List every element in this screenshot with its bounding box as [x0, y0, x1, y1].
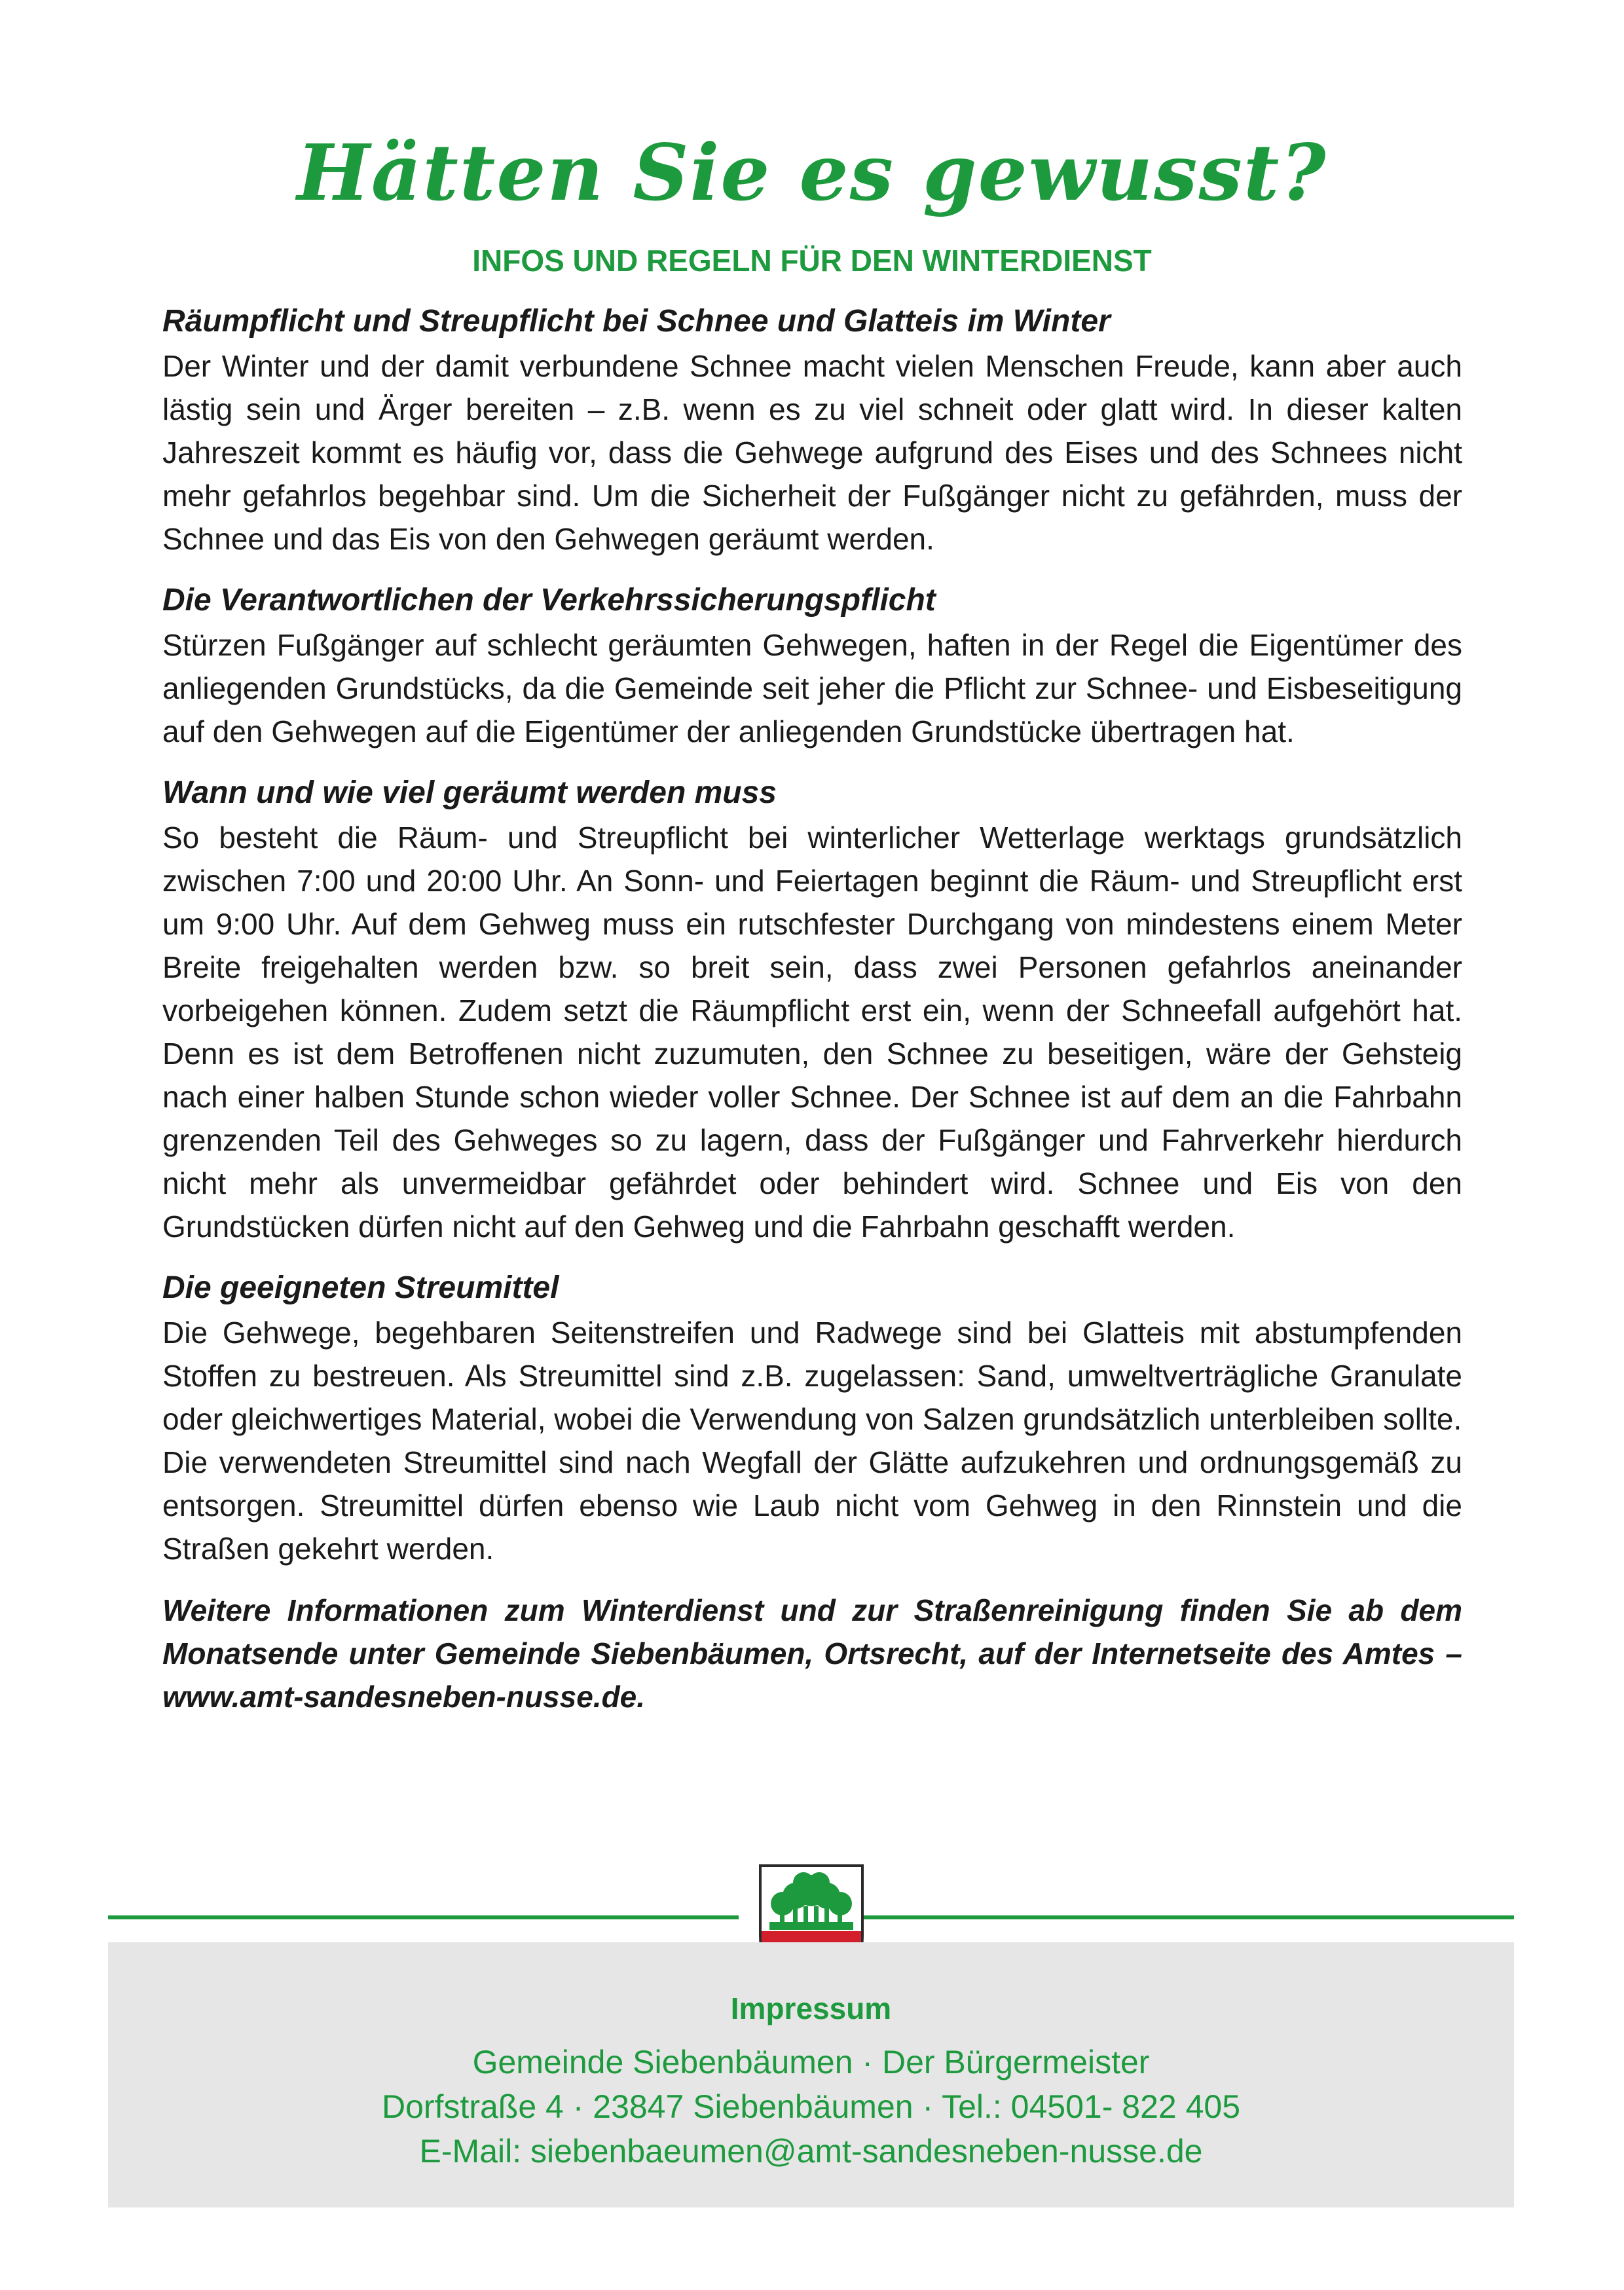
closing-note: Weitere Informationen zum Winterdienst und zur Straßenreinigung finden Sie ab dem Monatsende unter Gemeinde Siebenbäumen, Ortsrecht, auf der Internetseite des Amtes – www.amt-sandesneben-nusse.de.	[162, 1593, 1462, 1714]
section-paragraph: Der Winter und der damit verbundene Schnee macht vielen Menschen Freude, kann aber auch lästig sein und Ärger bereiten – z.B. wenn es zu viel schneit oder glatt wird. In dieser kalten Jahreszeit kommt es häufig vor, dass die Gehwege aufgrund des Eises und des Schnees nicht mehr gefahrlos begehbar sind. Um die Sicherheit der Fußgänger nicht zu gefährden, muss der Schnee und das Eis von den Gehwegen geräumt werden.	[162, 349, 1462, 556]
article-body	[162, 300, 1462, 1718]
divider-right	[857, 1915, 1514, 1919]
section-paragraph: Die Gehwege, begehbaren Seitenstreifen und Radwege sind bei Glatteis mit abstumpfenden Stoffen zu bestreuen. Als Streumittel sind z.B. zugelassen: Sand, umweltverträgliche Granulate oder gleichwertiges Material, wobei die Verwendung von Salzen grundsätzlich unterbleiben sollte.	[162, 1316, 1462, 1436]
section-heading: Räumpflicht und Streupflicht bei Schnee und Glatteis im Winter	[162, 304, 1111, 339]
section-heading: Die Verantwortlichen der Verkehrssicherungspflicht	[162, 583, 936, 618]
impressum-email: E-Mail: siebenbaeumen@amt-sandesneben-nusse.de	[419, 2133, 1203, 2170]
section-heading: Wann und wie viel geräumt werden muss	[162, 775, 777, 810]
section-streumittel	[162, 1266, 1462, 1570]
impressum-organization: Gemeinde Siebenbäumen · Der Bürgermeister	[472, 2044, 1150, 2080]
section-wann-wie-viel	[162, 771, 1462, 1248]
section-raeumpflicht	[162, 300, 1462, 561]
section-paragraph: Stürzen Fußgänger auf schlecht geräumten Gehwegen, haften in der Regel die Eigentümer des anliegenden Grundstücks, da die Gemeinde seit jeher die Pflicht zur Schnee- und Eisbeseitigung auf den Gehwegen auf die Eigentümer der anliegenden Grundstücke übertragen hat.	[162, 628, 1462, 748]
section-paragraph: Die verwendeten Streumittel sind nach Wegfall der Glätte aufzukehren und ordnungsgemäß zu entsorgen. Streumittel dürfen ebenso wie Laub nicht vom Gehweg in den Rinnstein und die Straßen gekehrt werden.	[162, 1445, 1462, 1566]
divider-left	[108, 1915, 739, 1919]
page-title: Hätten Sie es gewusst?	[297, 127, 1327, 218]
impressum-box	[108, 1942, 1514, 2207]
impressum-title: Impressum	[730, 1991, 892, 2025]
section-heading: Die geeigneten Streumittel	[162, 1270, 559, 1305]
page-subtitle: INFOS UND REGELN FÜR DEN WINTERDIENST	[472, 244, 1152, 278]
section-verantwortliche	[162, 579, 1462, 753]
section-paragraph: So besteht die Räum- und Streupflicht bei winterlicher Wetterlage werktags grundsätzlich zwischen 7:00 und 20:00 Uhr. An Sonn- und Feiertagen beginnt die Räum- und Streupflicht erst um 9:00 Uhr. Auf dem Gehweg muss ein rutschfester Durchgang von mindestens einem Meter Breite freigehalten werden bzw. so breit sein, dass zwei Personen gefahrlos aneinander vorbeigehen können. Zudem setzt die Räumpflicht erst ein, wenn der Schneefall aufgehört hat. Denn es ist dem Betroffenen nicht zuzumuten, den Schnee zu beseitigen, wäre der Gehsteig nach einer halben Stunde schon wieder voller Schnee. Der Schnee ist auf dem an die Fahrbahn grenzenden Teil des Gehweges so zu lagern, dass der Fußgänger und Fahrverkehr hierdurch nicht mehr als unvermeidbar gefährdet oder behindert wird. Schnee und Eis von den Grundstücken dürfen nicht auf den Gehweg und die Fahrbahn geschafft werden.	[162, 821, 1462, 1244]
impressum-address: Dorfstraße 4 · 23847 Siebenbäumen · Tel.: 04501- 822 405	[381, 2088, 1241, 2125]
